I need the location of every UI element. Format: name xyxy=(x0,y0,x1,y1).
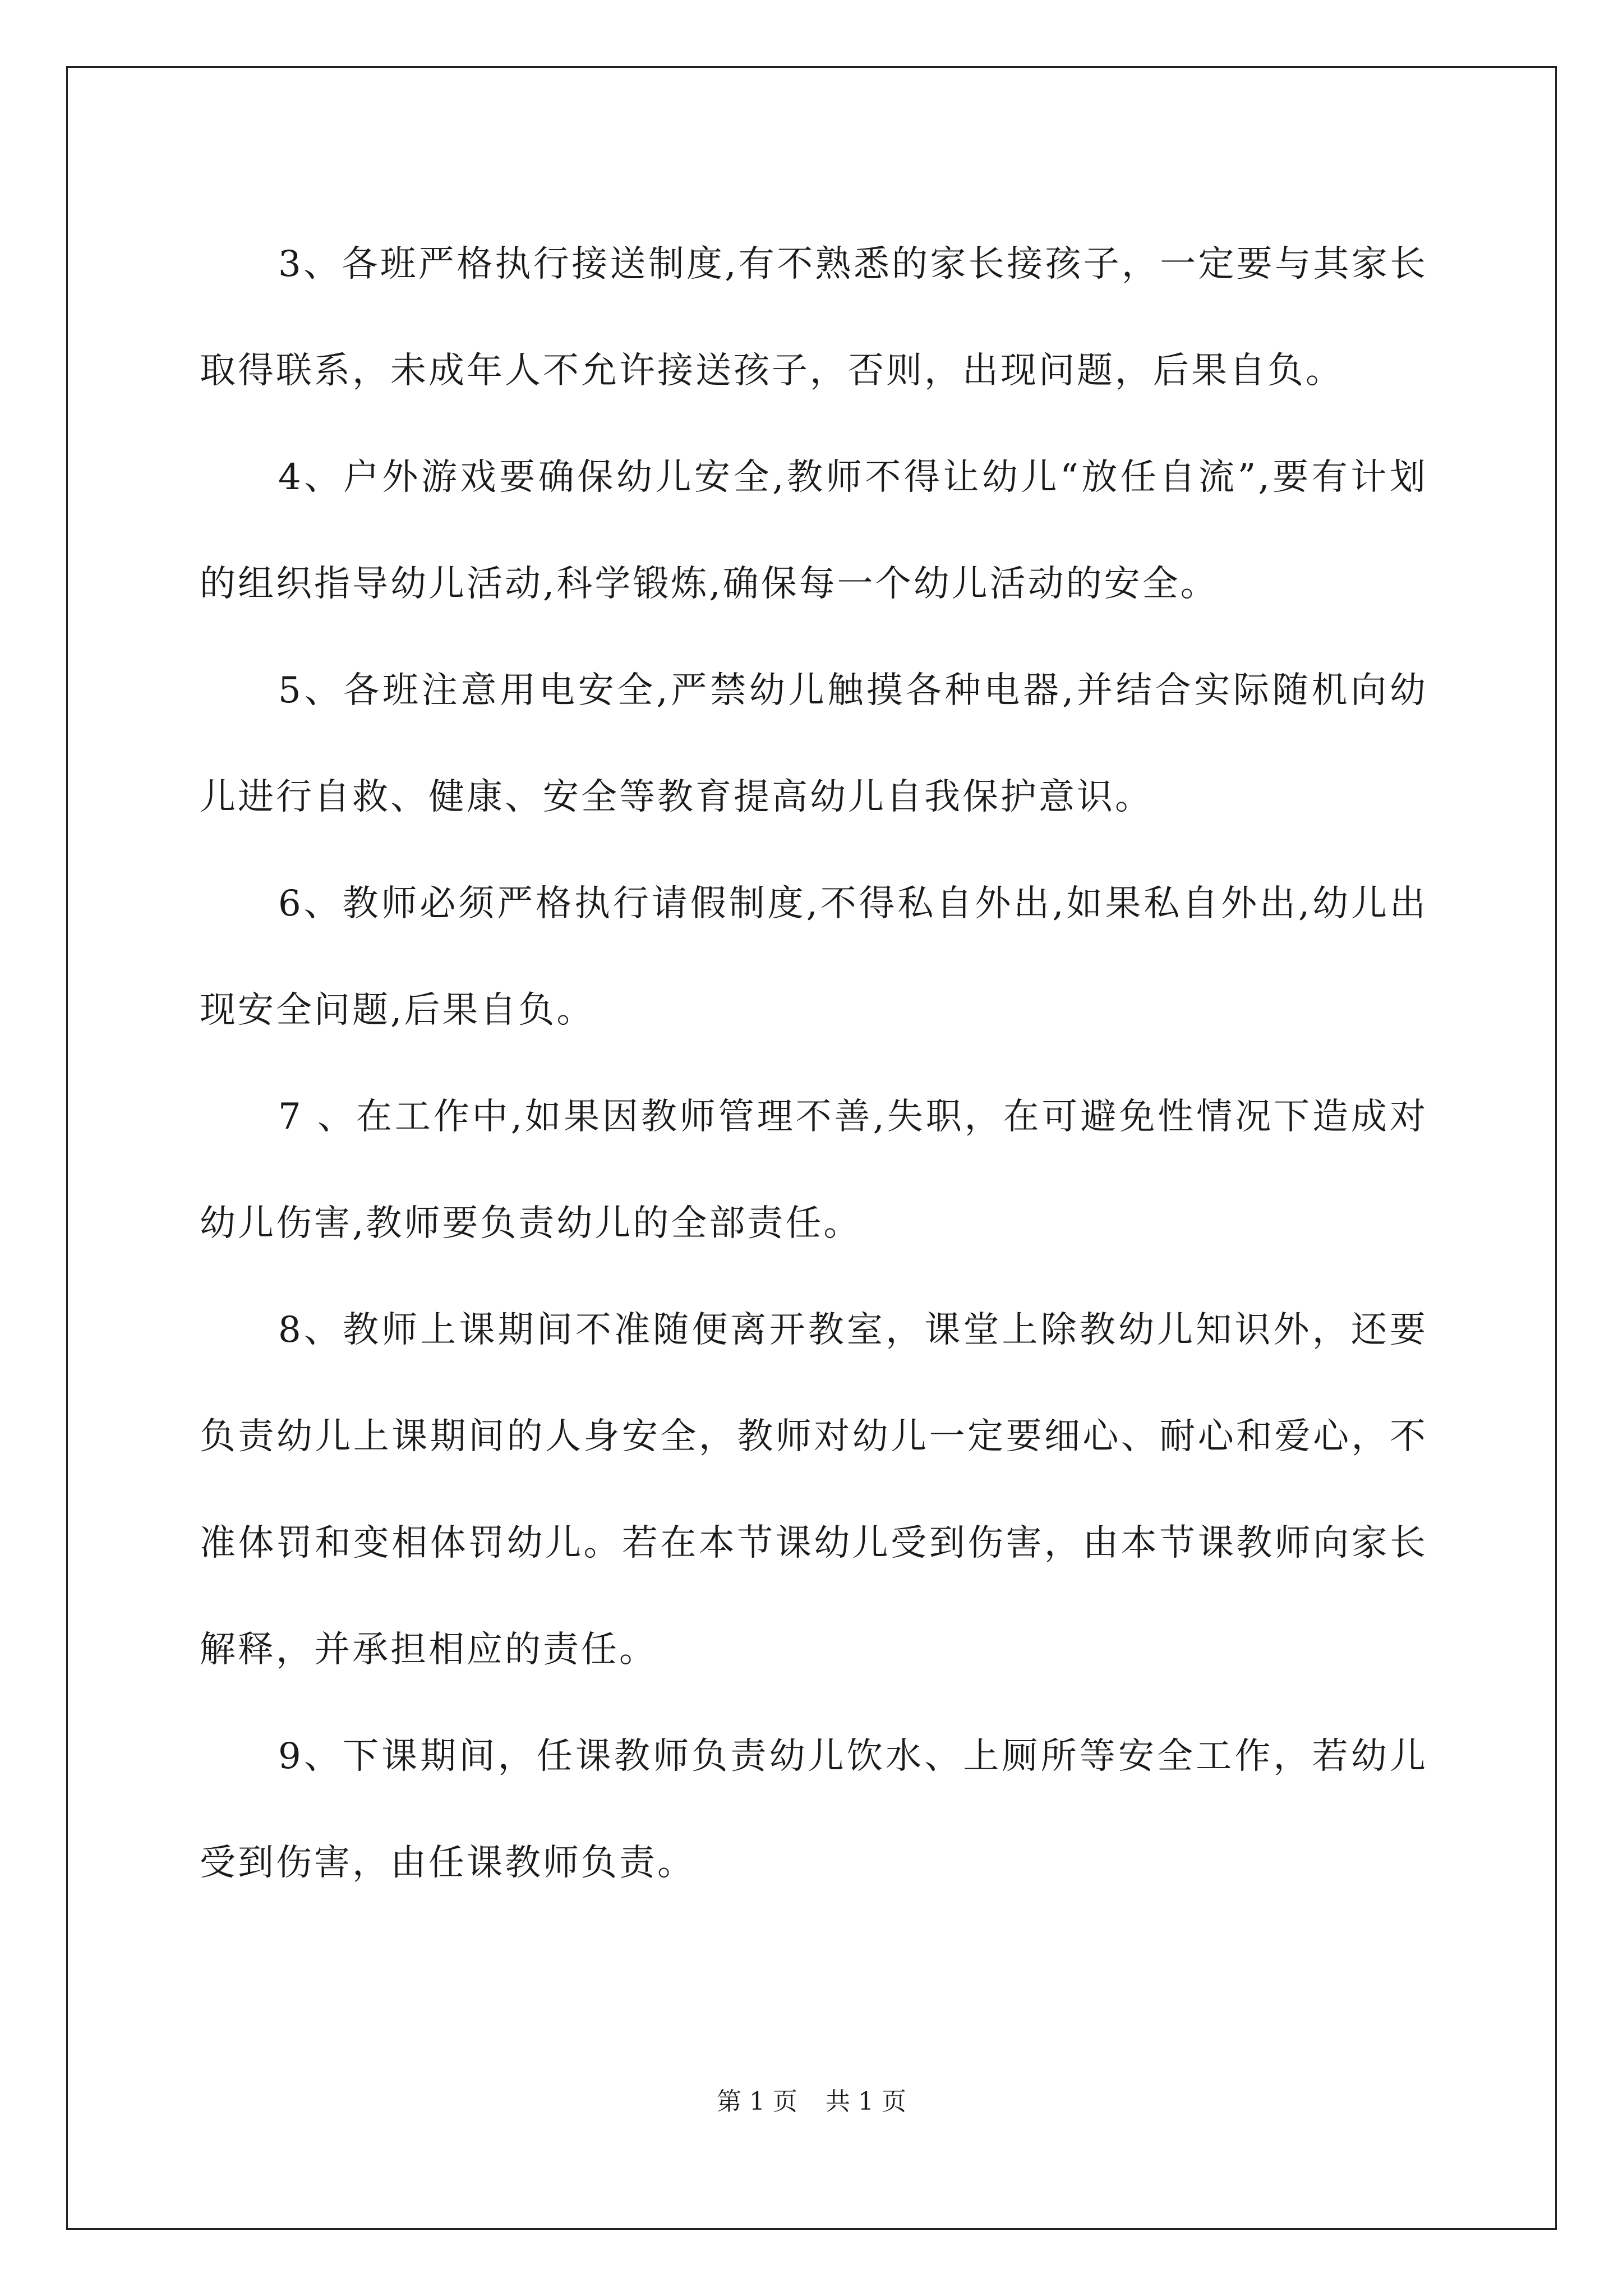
page-total: 共 1 页 xyxy=(826,2087,906,2116)
paragraph-item-9: 9、下课期间，任课教师负责幼儿饮水、上厕所等安全工作，若幼儿受到伤害，由任课教师负责。 xyxy=(200,1736,1428,1884)
paragraph-item-4: 4、户外游戏要确保幼儿安全,教师不得让幼儿“放任自流”,要有计划的组织指导幼儿活动,科学锻炼,确保每一个幼儿活动的安全。 xyxy=(200,457,1428,605)
document-body xyxy=(200,211,1428,1916)
paragraph-item-3: 3、各班严格执行接送制度,有不熟悉的家长接孩子，一定要与其家长取得联系，未成年人不允许接送孩子，否则，出现问题，后果自负。 xyxy=(200,243,1428,392)
page-footer xyxy=(0,2081,1623,2117)
paragraph-item-7: 7 、在工作中,如果因教师管理不善,失职，在可避免性情况下造成对幼儿伤害,教师要负责幼儿的全部责任。 xyxy=(200,1096,1428,1244)
page-number: 第 1 页 xyxy=(717,2087,797,2116)
paragraph-item-8: 8、教师上课期间不准随便离开教室，课堂上除教幼儿知识外，还要负责幼儿上课期间的人身安全，教师对幼儿一定要细心、耐心和爱心，不准体罚和变相体罚幼儿。若在本节课幼儿受到伤害，由本节课教师向家长解释，并承担相应的责任。 xyxy=(200,1309,1428,1671)
paragraph-item-5: 5、各班注意用电安全,严禁幼儿触摸各种电器,并结合实际随机向幼儿进行自救、健康、安全等教育提高幼儿自我保护意识。 xyxy=(200,670,1428,818)
paragraph-item-6: 6、教师必须严格执行请假制度,不得私自外出,如果私自外出,幼儿出现安全问题,后果自负。 xyxy=(200,883,1428,1031)
